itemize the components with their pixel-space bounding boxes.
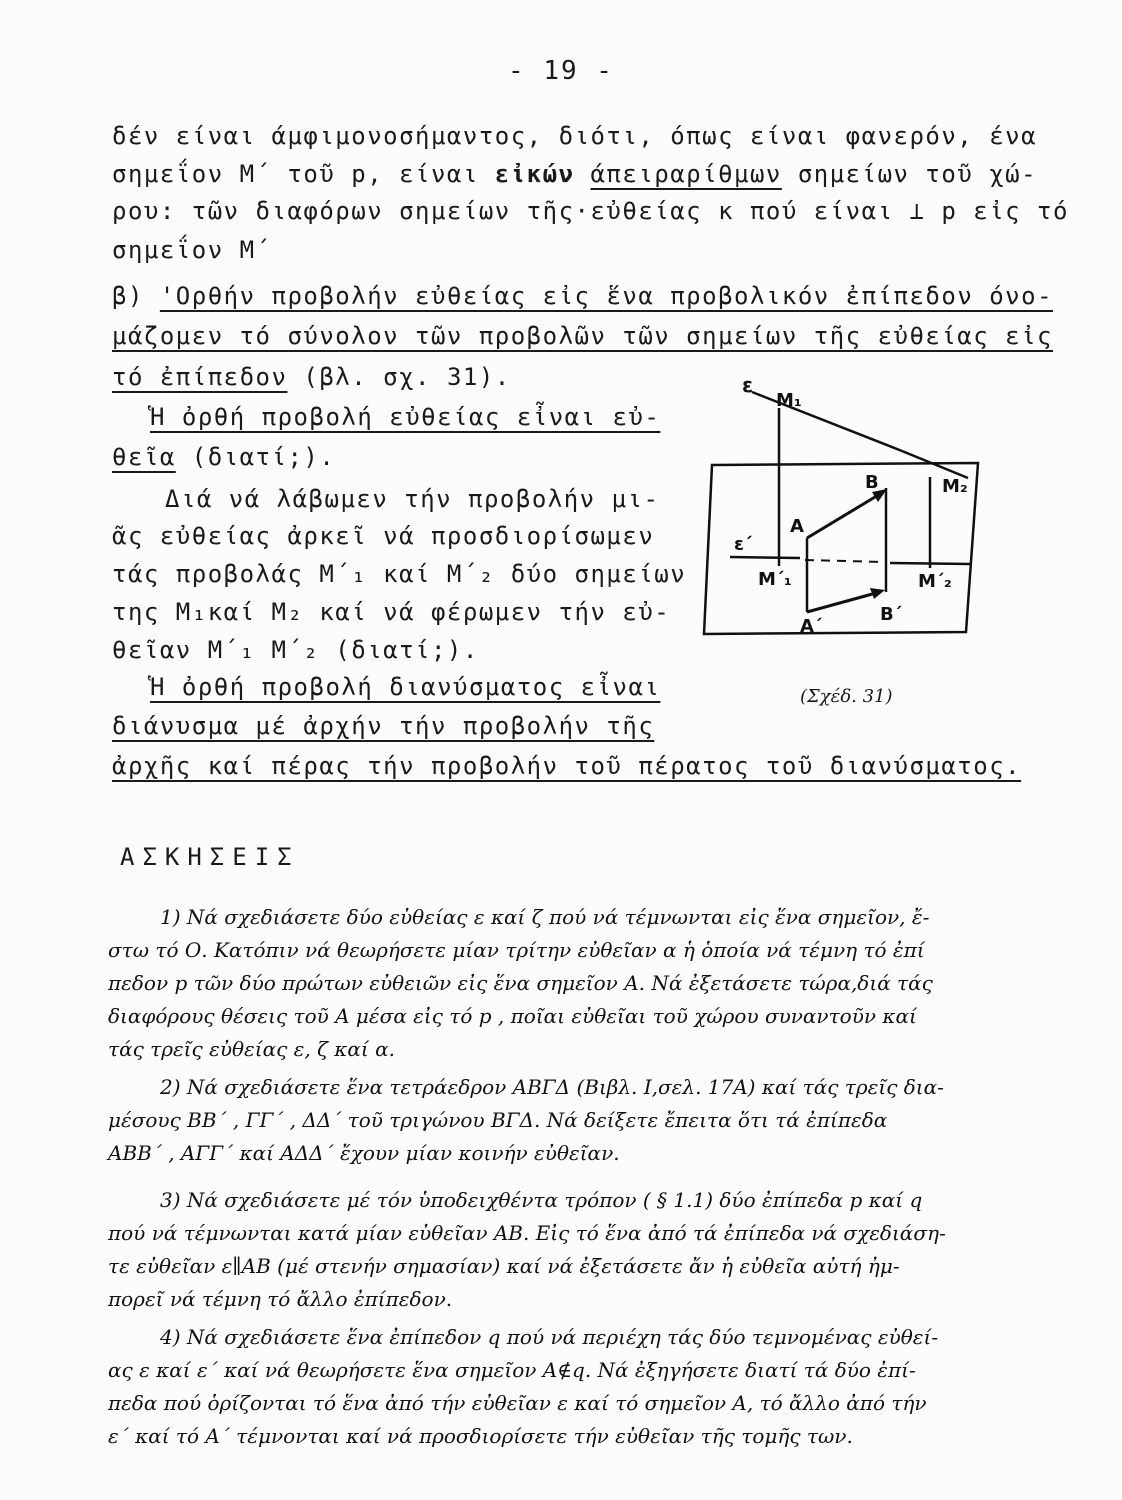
exercise-line: μέσους ΒΒ΄ , ΓΓ΄ , ΔΔ΄ τοῦ τριγώνου ΒΓΔ. Νά δείξετε ἔπειτα ὅτι τά ἐπίπεδα [108,1108,888,1132]
label-B: B [865,472,879,493]
line-epsilon-prime-hidden [805,560,885,562]
exercise-line: 4) Νά σχεδιάσετε ἕνα ἐπίπεδον q πού νά περιέχη τάς δύο τεμνομένας εὐθεί- [160,1325,939,1349]
page-number: - 19 - [508,56,614,86]
label-M2-prime: M΄₂ [918,571,952,592]
definition-line: β) 'Ορθήν προβολήν εὐθείας εἰς ἕνα προβολικόν ἐπίπεδον όνο- [112,282,1054,310]
exercise-line: διαφόρους θέσεις τοῦ Α μέσα εἰς τό p , ποῖαι εὐθεῖαι τοῦ χώρου συναντοῦν καί [108,1004,917,1028]
vector-ApBp-arrowhead [870,588,885,599]
text-line: ρου: τῶν διαφόρων σημείων τῆς·εὐθείας κ πού είναι ⊥ p εἰς τό [112,197,1069,225]
exercise-line: πορεῖ νά τέμνη τό ἄλλο ἐπίπεδον. [108,1287,453,1311]
text-line: Διά νά λάβωμεν τήν προβολήν μι- [165,485,660,513]
text-line: ᾶς εὐθείας ἀρκεῖ νά προσδιορίσωμεν [112,522,655,550]
theorem-line: Ἡ ὀρθή προβολή εὐθείας εἶναι εὐ- [150,403,661,431]
label-epsilon-prime: ε΄ [734,534,752,555]
text-line: σημεΐον Μ΄ τοῦ p, είναι εἰκών άπειραρίθμων σημείων τοῦ χώ- [112,160,1038,188]
label-A-prime: A΄ [800,616,822,637]
exercise-line: 3) Νά σχεδιάσετε μέ τόν ὑποδειχθέντα τρόπον ( § 1.1) δύο ἐπίπεδα p καί q [160,1188,923,1212]
exercise-line: πού νά τέμνωνται κατά μίαν εὐθεῖαν ΑΒ. Εἰς τό ἕνα ἀπό τά ἐπίπεδα νά σχεδιάση- [108,1221,946,1245]
exercise-line: ας ε καί ε΄ καί νά θεωρήσετε ἕνα σημεῖον Α∉q. Νά ἐξηγήσετε διατί τά δύο ἐπί- [108,1358,916,1382]
exercise-line: τε εὐθεῖαν ε∥ΑΒ (μέ στενήν σημασίαν) καί νά ἐξετάσετε ἄν ἡ εὐθεῖα αὐτή ἠμ- [108,1254,900,1278]
exercise-line: πεδον p τῶν δύο πρώτων εὐθειῶν εἰς ἕνα σημεῖον Α. Νά ἐξετάσετε τώρα,διά τάς [108,971,933,995]
exercise-line: τάς τρεῖς εὐθείας ε, ζ καί α. [108,1037,395,1061]
label-M2: M₂ [942,476,968,497]
label-A: A [790,516,804,537]
label-epsilon: ε [742,373,754,397]
exercise-line: πεδα πού ὁρίζονται τό ἕνα ἀπό τήν εὐθεῖαν ε καί τό σημεῖον Α, τό ἄλλο ἀπό τήν [108,1391,927,1415]
text-line: δέν είναι άμφιμονοσήμαντος, διότι, όπως είναι φανερόν, ένα [112,122,1038,150]
exercise-line: ε΄ καί τό Α΄ τέμνονται καί νά προσδιορίσετε τήν εὐθεῖαν τῆς τομῆς των. [108,1424,853,1448]
theorem-line: θεῖα (διατί;). [112,443,336,471]
label-B-prime: B΄ [880,604,902,625]
text-line: σημεΐον Μ΄ [112,236,272,264]
definition-line: τό ἐπίπεδον (βλ. σχ. 31). [112,363,511,391]
exercise-line: 1) Νά σχεδιάσετε δύο εὐθείας ε καί ζ πού νά τέμνωνται εἰς ἕνα σημεῖον, ἔ- [160,905,930,929]
definition-line: μάζομεν τό σύνολον τῶν προβολῶν τῶν σημείων τῆς εὐθείας εἰς [112,322,1054,350]
projection-figure [690,370,990,670]
theorem-line: διάνυσμα μέ ἀρχήν τήν προβολήν τῆς [112,712,655,740]
exercise-line: στω τό Ο. Κατόπιν νά θεωρήσετε μίαν τρίτην εὐθεῖαν α ἡ ὁποία νά τέμνη τό ἐπί [108,938,925,962]
text-line: τάς προβολάς Μ΄₁ καί Μ΄₂ δύο σημείων [112,560,687,588]
text-line: της Μ₁καί Μ₂ καί νά φέρωμεν τήν εὐ- [112,598,671,626]
exercise-line: ΑΒΒ΄ , ΑΓΓ΄ καί ΑΔΔ΄ ἔχουν μίαν κοινήν εὐθεῖαν. [108,1141,620,1165]
vector-ApBp [807,593,876,612]
exercise-line: 2) Νά σχεδιάσετε ἕνα τετράεδρον ΑΒΓΔ (Βιβλ. Ι,σελ. 17Α) καί τάς τρεῖς δια- [160,1075,944,1099]
theorem-line: ἀρχῆς καί πέρας τήν προβολήν τοῦ πέρατος τοῦ διανύσματος. [112,752,1022,780]
exercises-heading: ΑΣΚΗΣΕΙΣ [120,843,300,871]
label-M1-prime: M΄₁ [758,569,792,590]
label-M1: M₁ [776,390,802,411]
theorem-line: Ἡ ὀρθή προβολή διανύσματος εἶναι [150,673,661,701]
figure-caption: (Σχέδ. 31) [800,686,893,707]
vector-AB [807,494,880,538]
text-line: θεῖαν Μ΄₁ Μ΄₂ (διατί;). [112,636,479,664]
line-epsilon-prime [730,557,800,558]
line-epsilon [752,392,902,451]
